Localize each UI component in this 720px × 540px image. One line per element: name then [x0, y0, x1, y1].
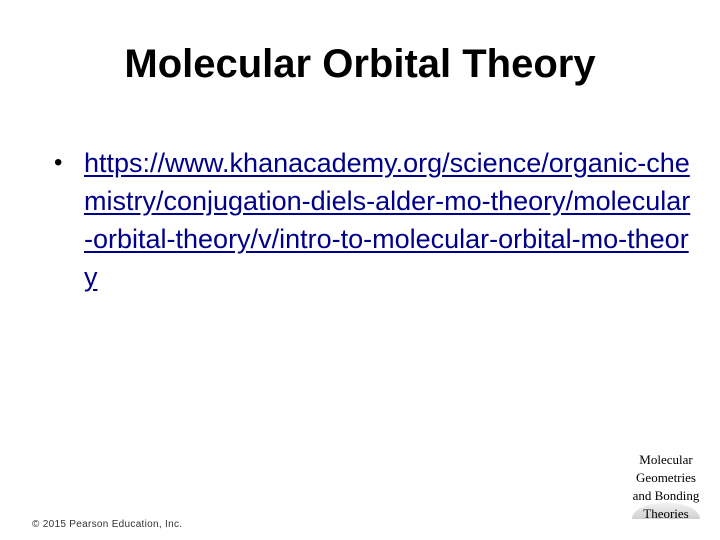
- bullet-marker: •: [54, 149, 63, 176]
- chapter-tab-line-3: and Bonding: [632, 488, 700, 503]
- copyright-notice: © 2015 Pearson Education, Inc.: [32, 519, 183, 530]
- chapter-tab-line-1: Molecular: [639, 452, 693, 467]
- chapter-tab[interactable]: [626, 443, 706, 521]
- bullet-list: [54, 144, 694, 296]
- slide-title: Molecular Orbital Theory: [124, 42, 596, 86]
- khan-academy-link[interactable]: https://www.khanacademy.org/science/organic-chemistry/conjugation-diels-alder-mo-theory/molecular-orbital-theory/v/intro-to-molecular-orbital-mo-theory: [84, 148, 691, 292]
- bullet-item: [54, 144, 694, 296]
- chapter-tab-line-4: Theories: [643, 506, 689, 521]
- chapter-tab-label: [626, 451, 706, 523]
- chapter-tab-line-2: Geometries: [636, 470, 696, 485]
